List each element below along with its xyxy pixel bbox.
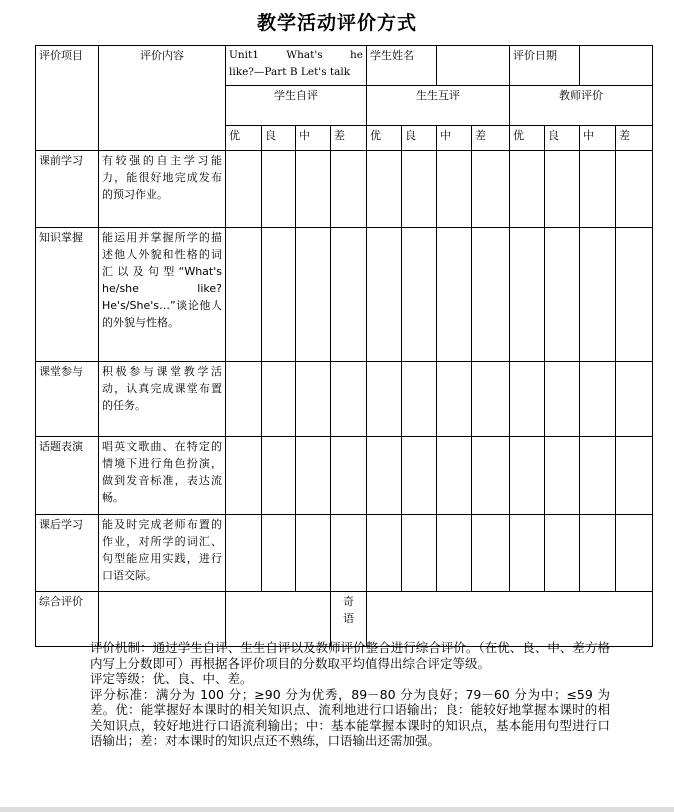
score-cell[interactable] xyxy=(545,362,580,437)
score-cell[interactable] xyxy=(331,362,367,437)
score-cell[interactable] xyxy=(367,437,402,515)
score-cell[interactable] xyxy=(226,151,262,228)
score-cell[interactable] xyxy=(402,437,437,515)
unit-part: he xyxy=(350,49,363,61)
score-cell[interactable] xyxy=(296,228,331,362)
row-content: 有较强的自主学习能力，能很好地完成发布的预习作业。 xyxy=(99,151,226,228)
score-cell[interactable] xyxy=(616,437,653,515)
score-cell[interactable] xyxy=(616,515,653,592)
row-content: 唱英文歌曲、在特定的情境下进行角色扮演，做到发音标准，表达流畅。 xyxy=(99,437,226,515)
score-cell[interactable] xyxy=(331,228,367,362)
header-item: 评价项目 xyxy=(36,46,99,151)
score-cell[interactable] xyxy=(296,151,331,228)
evaluation-table xyxy=(35,45,653,647)
group-self: 学生自评 xyxy=(226,86,367,126)
score-cell[interactable] xyxy=(226,437,262,515)
grade-label: 优 xyxy=(367,126,402,151)
unit-part: like?—Part B Let's talk xyxy=(229,66,351,78)
header-row-1 xyxy=(36,46,653,86)
grade-label: 良 xyxy=(402,126,437,151)
grade-label: 差 xyxy=(616,126,653,151)
score-cell[interactable] xyxy=(296,362,331,437)
rule-scoring: 评分标准：满分为 100 分；≥90 分为优秀，89－80 分为良好；79－60 分为中；≤59 为差。优：能掌握好本课时的相关知识点、流利地进行口语输出；良：能较好地掌握本课时的相关知识点，较好地进行口语流利输出；中：基本能掌握本课时的知识点，基本能用句型进行口语输出；差：对本课时的知识点还不熟练，口语输出还需加强。 xyxy=(90,686,610,748)
score-cell[interactable] xyxy=(367,515,402,592)
score-cell[interactable] xyxy=(510,437,545,515)
score-cell[interactable] xyxy=(262,437,296,515)
score-cell[interactable] xyxy=(616,151,653,228)
score-cell[interactable] xyxy=(510,362,545,437)
score-cell[interactable] xyxy=(472,228,510,362)
score-cell[interactable] xyxy=(296,515,331,592)
score-cell[interactable] xyxy=(472,151,510,228)
date-field[interactable] xyxy=(580,46,653,86)
row-item: 课前学习 xyxy=(36,151,99,228)
score-cell[interactable] xyxy=(262,515,296,592)
grade-label: 中 xyxy=(580,126,616,151)
score-cell[interactable] xyxy=(580,228,616,362)
group-teacher: 教师评价 xyxy=(510,86,653,126)
evaluation-rules xyxy=(90,640,610,749)
summary-cell[interactable] xyxy=(367,592,653,647)
group-peer: 生生互评 xyxy=(367,86,510,126)
row-item: 课后学习 xyxy=(36,515,99,592)
score-cell[interactable] xyxy=(331,515,367,592)
score-cell[interactable] xyxy=(402,362,437,437)
score-cell[interactable] xyxy=(472,437,510,515)
grade-label: 良 xyxy=(262,126,296,151)
score-cell[interactable] xyxy=(331,437,367,515)
score-cell[interactable] xyxy=(367,362,402,437)
student-name-field[interactable] xyxy=(437,46,510,86)
grade-label: 中 xyxy=(437,126,472,151)
table-row xyxy=(36,362,653,437)
score-cell[interactable] xyxy=(437,151,472,228)
score-cell[interactable] xyxy=(226,362,262,437)
table-row xyxy=(36,515,653,592)
table-row xyxy=(36,228,653,362)
score-cell[interactable] xyxy=(580,515,616,592)
score-cell[interactable] xyxy=(472,362,510,437)
summary-label: 综合评价 xyxy=(36,592,99,647)
page-title: 教学活动评价方式 xyxy=(256,12,417,34)
score-cell[interactable] xyxy=(262,362,296,437)
row-item: 话题表演 xyxy=(36,437,99,515)
row-content: 积极参与课堂教学活动，认真完成课堂布置的任务。 xyxy=(99,362,226,437)
score-cell[interactable] xyxy=(616,228,653,362)
score-cell[interactable] xyxy=(510,515,545,592)
summary-note: 奇语 xyxy=(331,592,367,647)
score-cell[interactable] xyxy=(402,151,437,228)
row-content: 能及时完成老师布置的作业，对所学的词汇、句型能应用实践，进行口语交际。 xyxy=(99,515,226,592)
score-cell[interactable] xyxy=(262,228,296,362)
row-item: 知识掌握 xyxy=(36,228,99,362)
summary-row xyxy=(36,592,653,647)
score-cell[interactable] xyxy=(437,362,472,437)
score-cell[interactable] xyxy=(402,515,437,592)
grade-label: 优 xyxy=(510,126,545,151)
score-cell[interactable] xyxy=(402,228,437,362)
summary-content[interactable] xyxy=(99,592,226,647)
grade-label: 差 xyxy=(331,126,367,151)
grade-label: 优 xyxy=(226,126,262,151)
row-content: 能运用并掌握所学的描述他人外貌和性格的词汇以及句型“What's he/she like? He's/She's…”谈论他人的外貌与性格。 xyxy=(99,228,226,362)
score-cell[interactable] xyxy=(437,515,472,592)
score-cell[interactable] xyxy=(296,437,331,515)
score-cell[interactable] xyxy=(367,228,402,362)
score-cell[interactable] xyxy=(616,362,653,437)
score-cell[interactable] xyxy=(472,515,510,592)
score-cell[interactable] xyxy=(580,362,616,437)
summary-cell[interactable] xyxy=(226,592,331,647)
grade-label: 良 xyxy=(545,126,580,151)
score-cell[interactable] xyxy=(545,515,580,592)
score-cell[interactable] xyxy=(226,228,262,362)
score-cell[interactable] xyxy=(580,151,616,228)
table-row xyxy=(36,151,653,228)
score-cell[interactable] xyxy=(510,151,545,228)
score-cell[interactable] xyxy=(226,515,262,592)
score-cell[interactable] xyxy=(262,151,296,228)
score-cell[interactable] xyxy=(580,437,616,515)
grade-label: 差 xyxy=(472,126,510,151)
score-cell[interactable] xyxy=(437,228,472,362)
score-cell[interactable] xyxy=(367,151,402,228)
rule-mechanism: 评价机制：通过学生自评、生生自评以及教师评价整合进行综合评价。（在优、良、中、差方格内写上分数即可）再根据各评价项目的分数取平均值得出综合评定等级。 xyxy=(90,640,610,671)
score-cell[interactable] xyxy=(545,228,580,362)
header-content: 评价内容 xyxy=(99,46,226,151)
page-bottom-bar xyxy=(0,807,674,812)
grade-label: 中 xyxy=(296,126,331,151)
score-cell[interactable] xyxy=(545,437,580,515)
rule-grades: 评定等级：优、良、中、差。 xyxy=(90,671,253,686)
score-cell[interactable] xyxy=(331,151,367,228)
score-cell[interactable] xyxy=(437,437,472,515)
table-row xyxy=(36,437,653,515)
student-name-label: 学生姓名 xyxy=(367,46,437,86)
unit-title xyxy=(226,46,367,86)
unit-part: Unit1 xyxy=(229,49,259,61)
date-label: 评价日期 xyxy=(510,46,580,86)
row-item: 课堂参与 xyxy=(36,362,99,437)
unit-part: What's xyxy=(286,49,323,61)
score-cell[interactable] xyxy=(510,228,545,362)
score-cell[interactable] xyxy=(545,151,580,228)
